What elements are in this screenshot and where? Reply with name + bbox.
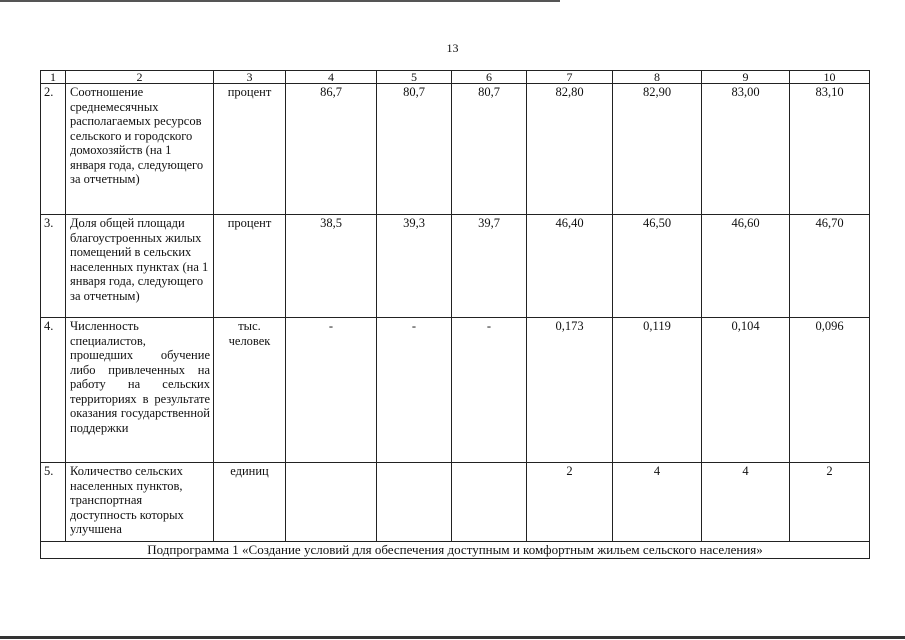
value-cell [286,463,377,542]
table-row [41,318,870,463]
value-cell: 46,60 [702,215,790,318]
unit-cell: единиц [214,463,286,542]
header-cell: 6 [452,71,527,84]
header-row [41,71,870,84]
indicator-name: Численность специалистов, прошедших обучение либо привлеченных на работу на сельских территориях в результате оказания государственной поддержки [66,318,214,463]
value-cell: 2 [790,463,870,542]
row-number: 5. [41,463,66,542]
header-cell: 2 [66,71,214,84]
table-row [41,215,870,318]
value-cell: 80,7 [452,84,527,215]
row-number: 2. [41,84,66,215]
page-number: 13 [446,41,459,55]
header-cell: 8 [613,71,702,84]
unit-cell: процент [214,215,286,318]
indicator-name: Соотношение среднемесячных располагаемых ресурсов сельского и городского домохозяйств (на 1 января года, следующего за отчетным) [66,84,214,215]
table-row [41,463,870,542]
value-cell: 46,70 [790,215,870,318]
value-cell [377,463,452,542]
value-cell: 38,5 [286,215,377,318]
value-cell: 0,119 [613,318,702,463]
value-cell: - [377,318,452,463]
value-cell: 0,096 [790,318,870,463]
header-cell: 7 [527,71,613,84]
row-number: 4. [41,318,66,463]
table-row [41,84,870,215]
value-cell: 4 [613,463,702,542]
value-cell: 82,80 [527,84,613,215]
subprogram-row [41,542,870,559]
value-cell [452,463,527,542]
subprogram-title: Подпрограмма 1 «Создание условий для обеспечения доступным и комфортным жильем сельского населения» [41,542,870,559]
value-cell: 82,90 [613,84,702,215]
unit-cell: тыс. человек [214,318,286,463]
value-cell: 80,7 [377,84,452,215]
bottom-rule [0,636,905,639]
value-cell: 4 [702,463,790,542]
value-cell: 86,7 [286,84,377,215]
header-cell: 1 [41,71,66,84]
header-cell: 10 [790,71,870,84]
value-cell: 83,00 [702,84,790,215]
value-cell: 0,173 [527,318,613,463]
value-cell: 39,7 [452,215,527,318]
header-cell: 9 [702,71,790,84]
indicators-table [40,70,870,559]
header-cell: 5 [377,71,452,84]
unit-cell: процент [214,84,286,215]
value-cell: 0,104 [702,318,790,463]
indicator-name: Доля общей площади благоустроенных жилых помещений в сельских населенных пунктах (на 1 января года, следующего за отчетным) [66,215,214,318]
row-number: 3. [41,215,66,318]
indicator-name: Количество сельских населенных пунктов, транспортная доступность которых улучшена [66,463,214,542]
value-cell: 46,40 [527,215,613,318]
value-cell: 46,50 [613,215,702,318]
header-cell: 3 [214,71,286,84]
header-cell: 4 [286,71,377,84]
value-cell: - [286,318,377,463]
value-cell: 39,3 [377,215,452,318]
value-cell: 83,10 [790,84,870,215]
value-cell: 2 [527,463,613,542]
top-rule [0,0,560,2]
value-cell: - [452,318,527,463]
